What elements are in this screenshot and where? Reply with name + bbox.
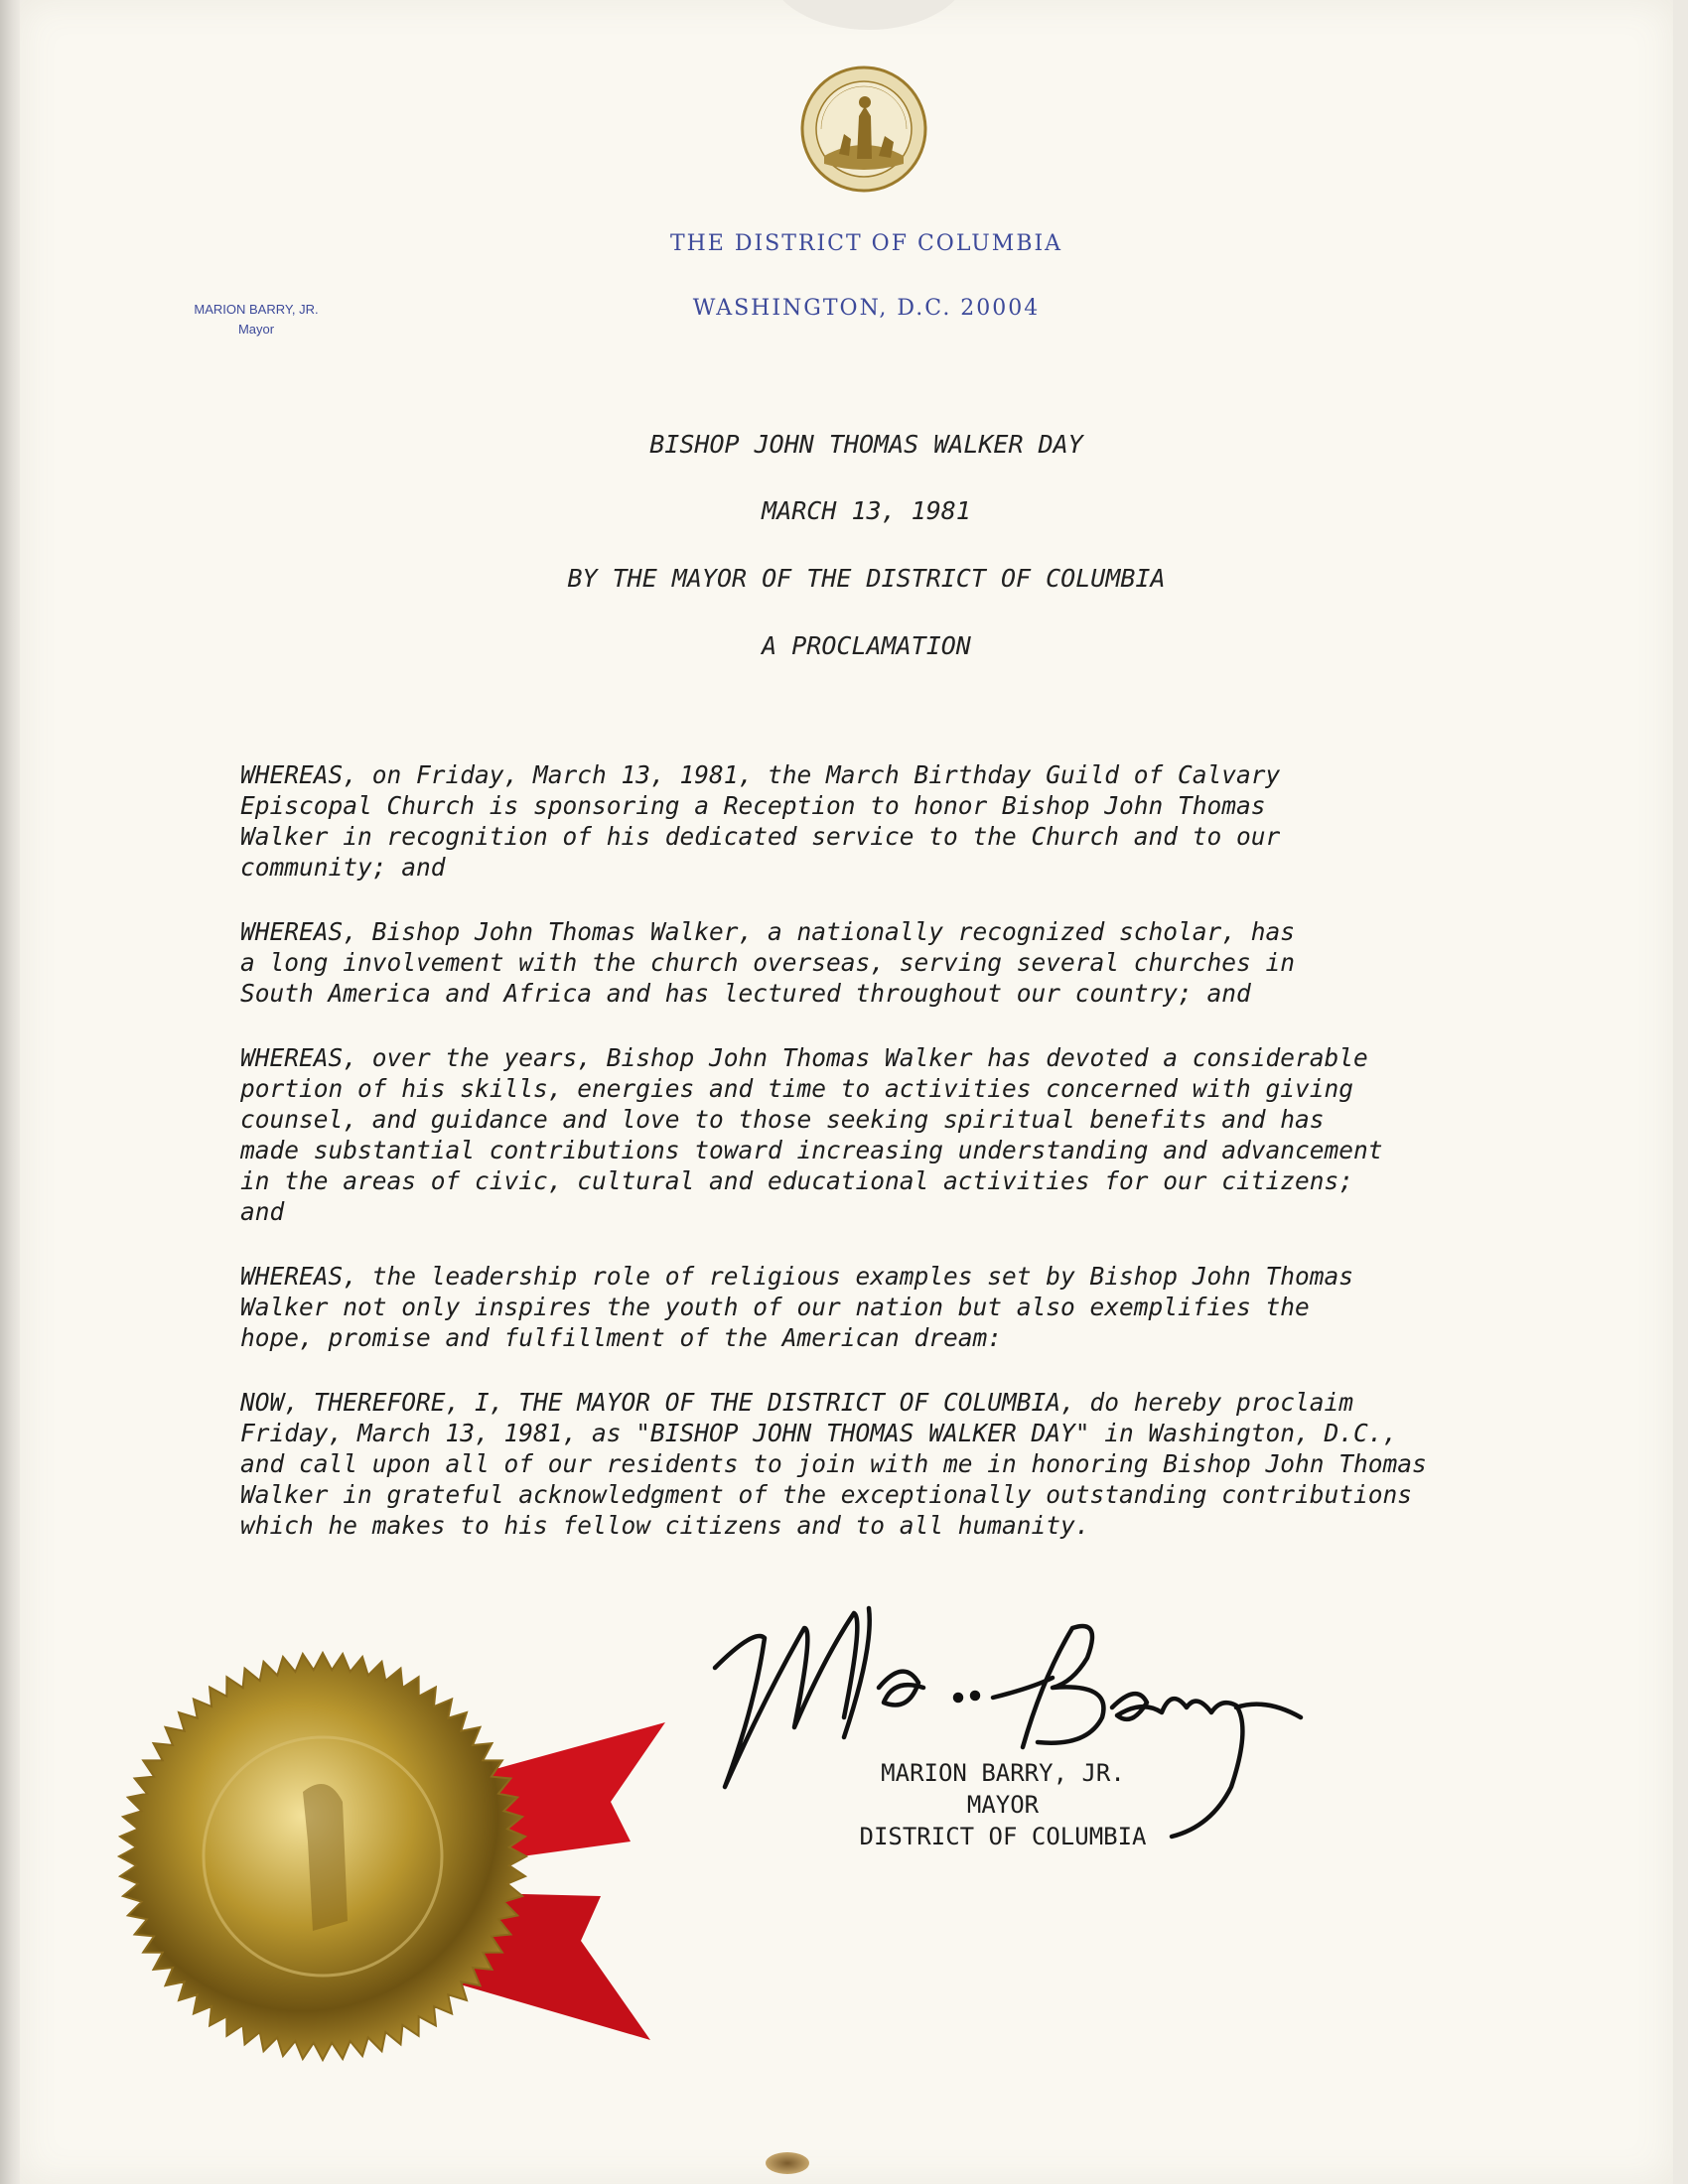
signatory-name: MARION BARRY, JR. <box>881 1759 1125 1787</box>
proclamation-title: BISHOP JOHN THOMAS WALKER DAY <box>649 430 1083 459</box>
folder-edge <box>0 0 22 2184</box>
whereas-paragraph-2: WHEREAS, Bishop John Thomas Walker, a nationally recognized scholar, has a long involvement with the church overseas, serving several churches in South America and Africa and has lectured throughout our country; and <box>240 917 1296 1008</box>
letterhead-mayor-name: MARION BARRY, JR. <box>194 302 319 317</box>
whereas-paragraph-3: WHEREAS, over the years, Bishop John Thomas Walker has devoted a considerable portion of his skills, energies and time to activities concerned with giving counsel, and guidance and love to those seeking spiritual benefits and has made substantial contributions toward increasing understanding and advancement in the areas of civic, cultural and educational activities for our citizens; and <box>240 1043 1383 1226</box>
letterhead-line-2: WASHINGTON, D.C. 20004 <box>692 296 1041 321</box>
signatory-title: MAYOR <box>966 1791 1040 1819</box>
signature-block <box>794 1757 1211 1852</box>
proclamation-date: MARCH 13, 1981 <box>762 496 971 525</box>
proclamation-type: A PROCLAMATION <box>762 631 971 660</box>
proclamation-body <box>240 759 1611 1574</box>
proclamation-paragraph: NOW, THEREFORE, I, THE MAYOR OF THE DISTRICT OF COLUMBIA, do hereby proclaim Friday, March 13, 1981, as "BISHOP JOHN THOMAS WALKER DAY" in Washington, D.C., and call upon all of our residents to join with me in honoring Bishop John Thomas Walker in grateful acknowledgment of the exceptionally outstanding contributions which he makes to his fellow citizens and to all humanity. <box>240 1388 1427 1540</box>
signatory-jurisdiction: DISTRICT OF COLUMBIA <box>859 1823 1147 1850</box>
punch-hole <box>766 2152 809 2174</box>
letterhead-mayor-title: Mayor <box>237 322 275 337</box>
whereas-paragraph-4: WHEREAS, the leadership role of religious examples set by Bishop John Thomas Walker not only inspires the youth of our nation but also exemplifies the hope, promise and fulfillment of the American dream: <box>240 1262 1354 1352</box>
district-seal-crest <box>799 65 928 194</box>
gold-seal-with-ribbon <box>114 1643 670 2070</box>
letterhead-mayor-block <box>157 300 355 340</box>
whereas-paragraph-1: WHEREAS, on Friday, March 13, 1981, the March Birthday Guild of Calvary Episcopal Church is sponsoring a Reception to honor Bishop John Thomas Walker in recognition of his dedicated service to the Church and to our community; and <box>240 760 1281 882</box>
proclamation-by-line: BY THE MAYOR OF THE DISTRICT OF COLUMBIA <box>567 564 1166 593</box>
letterhead-line-1: THE DISTRICT OF COLUMBIA <box>669 231 1063 256</box>
